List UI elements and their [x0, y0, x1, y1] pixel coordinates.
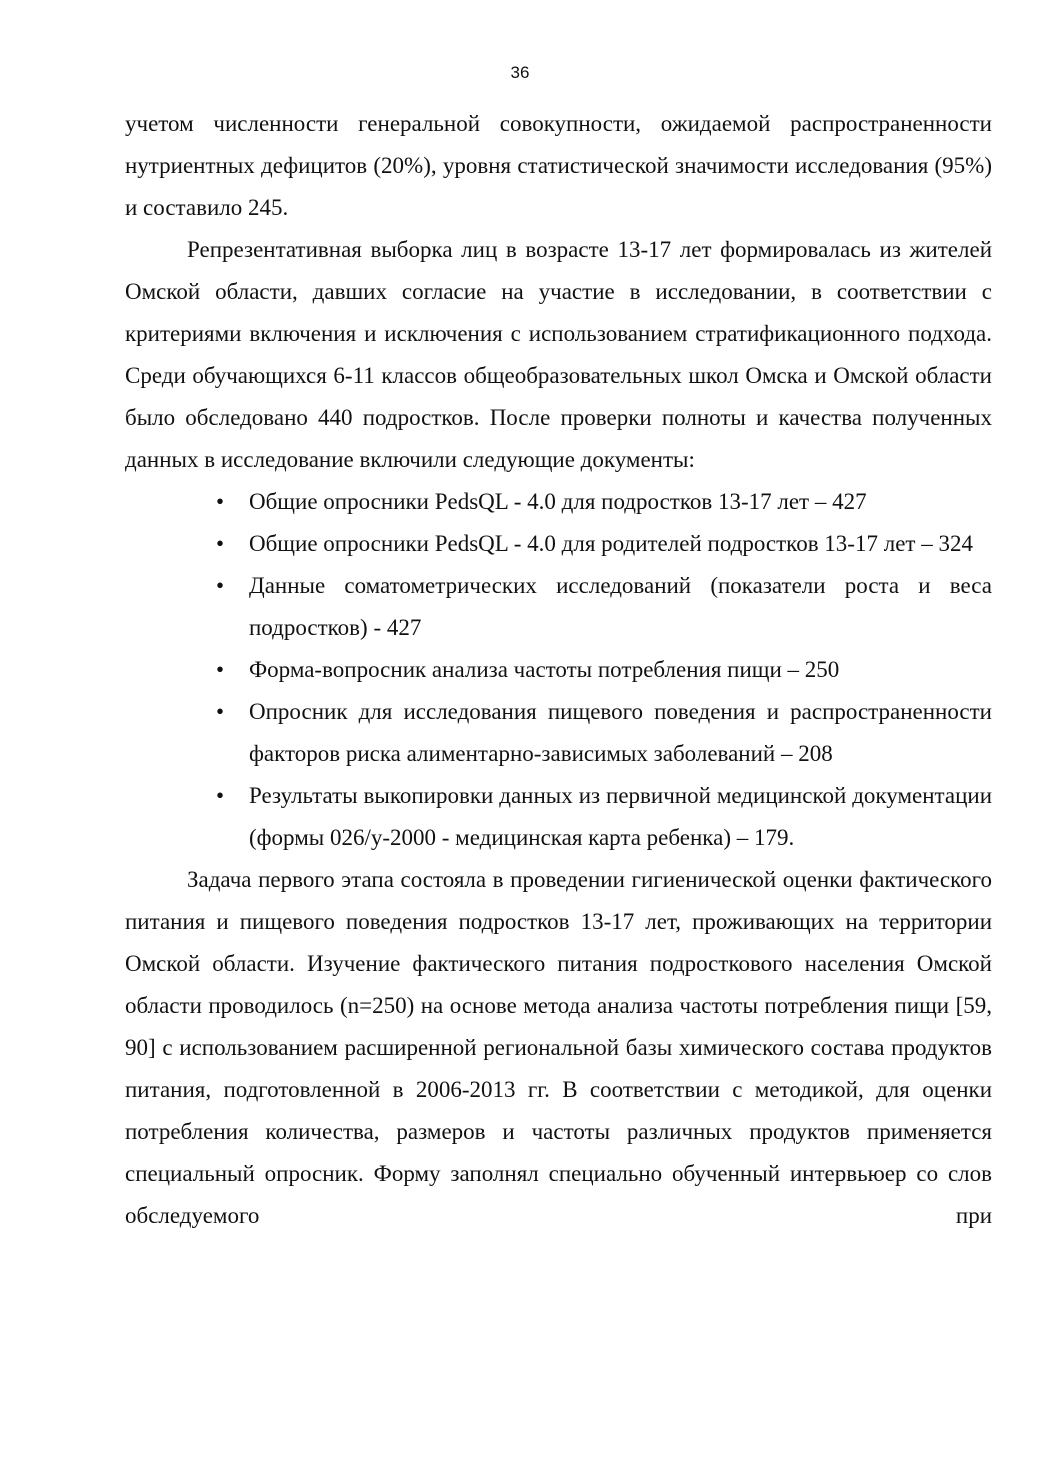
- bullet-icon: •: [216, 531, 225, 556]
- list-item-text: Опросник для исследования пищевого поведения и распространенности факторов риска алиментарно-зависимых заболеваний – 208: [249, 699, 992, 766]
- bullet-icon: •: [216, 657, 225, 682]
- list-item: [216, 565, 992, 649]
- paragraph-sample-description: Репрезентативная выборка лиц в возрасте 13-17 лет формировалась из жителей Омской области, давших согласие на участие в исследовании, в соответствии с критериями включения и исключения с использованием стратификационного подхода. Среди обучающихся 6-11 классов общеобразовательных школ Омска и Омской области было обследовано 440 подростков. После проверки полноты и качества полученных данных в исследование включили следующие документы:: [125, 237, 992, 472]
- list-item: [216, 649, 992, 691]
- page-number: 36: [510, 63, 530, 82]
- list-item: [216, 775, 992, 859]
- bullet-icon: •: [216, 573, 225, 598]
- list-item-text: Данные соматометрических исследований (показатели роста и веса подростков) - 427: [249, 573, 992, 640]
- documents-list: [125, 481, 992, 859]
- list-item: [216, 481, 992, 523]
- bullet-icon: •: [216, 699, 225, 724]
- bullet-icon: •: [216, 783, 225, 808]
- list-item-text: Общие опросники PedsQL - 4.0 для подростков 13-17 лет – 427: [249, 489, 867, 514]
- list-item-text: Форма-вопросник анализа частоты потребления пищи – 250: [249, 657, 840, 682]
- paragraph-first-stage-task: Задача первого этапа состояла в проведении гигиенической оценки фактического питания и пищевого поведения подростков 13-17 лет, проживающих на территории Омской области. Изучение фактического питания подросткового населения Омской области проводилось (n=250) на основе метода анализа частоты потребления пищи [59, 90] с использованием расширенной региональной базы химического состава продуктов питания, подготовленной в 2006-2013 гг. В соответствии с методикой, для оценки потребления количества, размеров и частоты различных продуктов применяется специальный опросник. Форму заполнял специально обученный интервьюер со слов обследуемого при: [125, 867, 992, 1228]
- paragraph-continuation: учетом численности генеральной совокупности, ожидаемой распространенности нутриентных дефицитов (20%), уровня статистической значимости исследования (95%) и составило 245.: [125, 111, 992, 220]
- list-item: [216, 691, 992, 775]
- list-item-text: Результаты выкопировки данных из первичной медицинской документации (формы 026/у-2000 - медицинская карта ребенка) – 179.: [249, 783, 992, 850]
- bullet-icon: •: [216, 489, 225, 514]
- list-item-text: Общие опросники PedsQL - 4.0 для родителей подростков 13-17 лет – 324: [249, 531, 973, 556]
- body-text: [125, 103, 992, 1237]
- list-item: [216, 523, 992, 565]
